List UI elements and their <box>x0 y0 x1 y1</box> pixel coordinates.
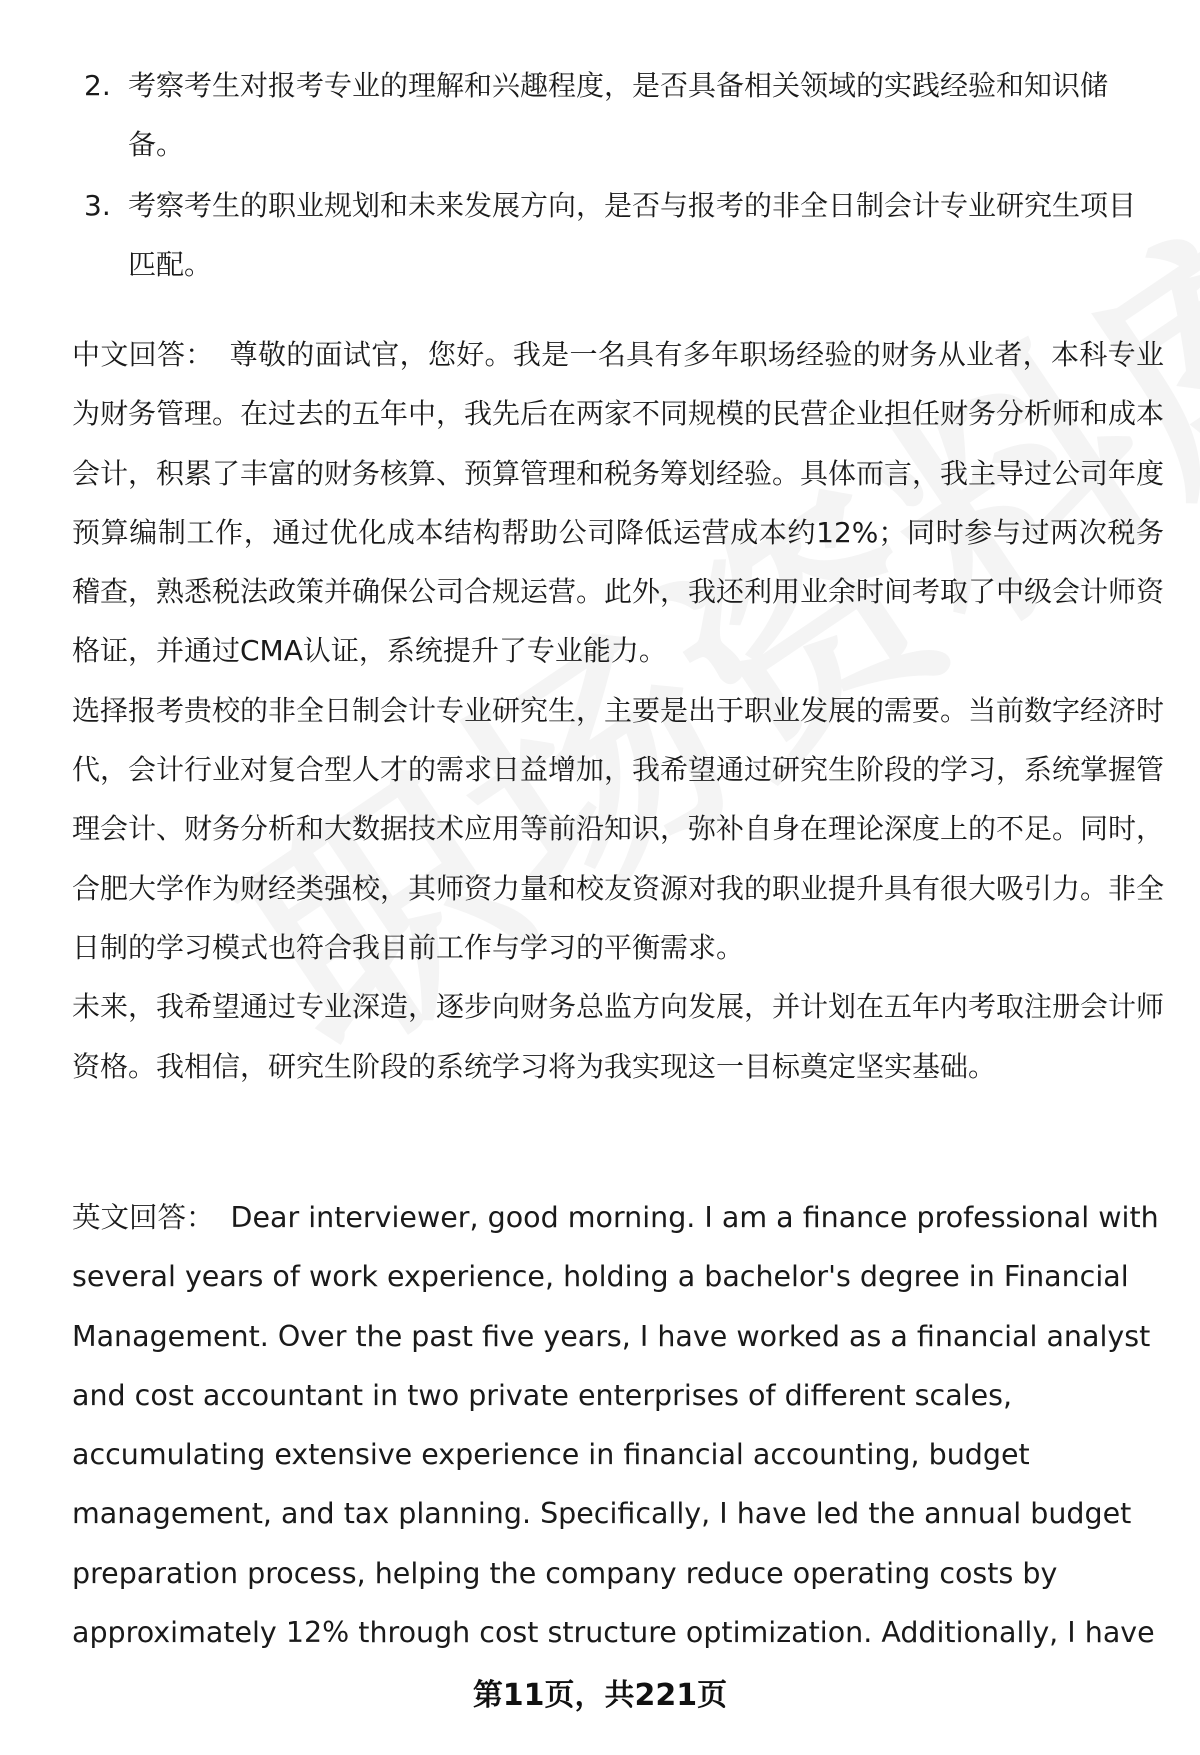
list-item-number: 2. <box>84 69 111 102</box>
list-item <box>72 176 1152 294</box>
list-item-number: 3. <box>84 189 111 222</box>
english-answer-text: Dear interviewer, good morning. I am a finance professional with several years of work experience, holding a bachelor's degree in Financial Management. Over the past five years, I have worked as a financial analyst and cost accountant in two private enterprises of different scales, accumulating extensive experience in financial accounting, budget management, and tax planning. Specifically, I have led the annual budget preparation process, helping the company reduce operating costs by approximately 12% through cost structure optimization. Additionally, I have <box>72 1201 1159 1650</box>
chinese-answer-paragraph-3: 未来，我希望通过专业深造，逐步向财务总监方向发展，并计划在五年内考取注册会计师资格。我相信，研究生阶段的系统学习将为我实现这一目标奠定坚实基础。 <box>72 990 1165 1083</box>
english-answer-label: 英文回答： <box>72 1201 215 1234</box>
list-item-text: 考察考生对报考专业的理解和兴趣程度，是否具备相关领域的实践经验和知识储备。 <box>128 69 1109 161</box>
list-item <box>72 56 1152 174</box>
english-answer <box>72 1188 1164 1662</box>
chinese-answer-paragraph-2: 选择报考贵校的非全日制会计专业研究生，主要是出于职业发展的需要。当前数字经济时代，会计行业对复合型人才的需求日益增加，我希望通过研究生阶段的学习，系统掌握管理会计、财务分析和大数据技术应用等前沿知识，弥补自身在理论深度上的不足。同时，合肥大学作为财经类强校，其师资力量和校友资源对我的职业提升具有很大吸引力。非全日制的学习模式也符合我目前工作与学习的平衡需求。 <box>72 693 1165 964</box>
chinese-answer-paragraph-1 <box>72 325 1164 681</box>
list-item-text: 考察考生的职业规划和未来发展方向，是否与报考的非全日制会计专业研究生项目匹配。 <box>128 189 1137 281</box>
page-indicator: 第11页，共221页 <box>472 1678 728 1713</box>
chinese-answer-label: 中文回答： <box>72 338 214 371</box>
english-answer-paragraph <box>72 1188 1164 1662</box>
chinese-answer-text: 尊敬的面试官，您好。我是一名具有多年职场经验的财务从业者，本科专业为财务管理。在过去的五年中，我先后在两家不同规模的民营企业担任财务分析师和成本会计，积累了丰富的财务核算、预算管理和税务筹划经验。具体而言，我主导过公司年度预算编制工作，通过优化成本结构帮助公司降低运营成本约12%；同时参与过两次税务稽查，熟悉税法政策并确保公司合规运营。此外，我还利用业余时间考取了中级会计师资格证，并通过CMA认证，系统提升了专业能力。 <box>72 338 1165 668</box>
chinese-answer <box>72 325 1164 1096</box>
evaluation-points-list <box>72 56 1152 296</box>
